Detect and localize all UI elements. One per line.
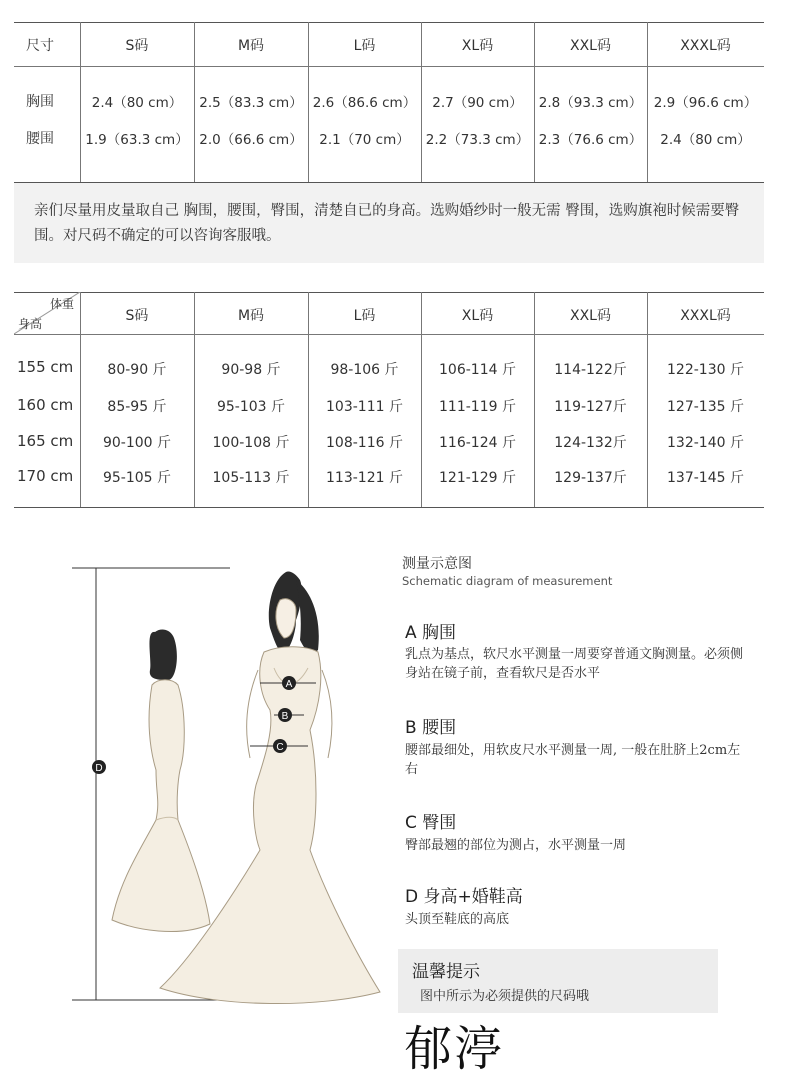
table2-size-xxxl: XXXL码 bbox=[680, 308, 731, 324]
table2-size-l: L码 bbox=[353, 308, 376, 324]
table-cell: 90-98 斤 bbox=[221, 362, 281, 378]
table-cell: 2.5（83.3 cm） bbox=[199, 95, 303, 111]
section-hip-body: 臀部最翘的部位为测占，水平测量一周 bbox=[405, 838, 627, 853]
table-cell: 95-103 斤 bbox=[216, 399, 286, 415]
table-cell: 113-121 斤 bbox=[326, 470, 403, 486]
section-hip-title: C 臀围 bbox=[405, 813, 457, 833]
tip-box bbox=[398, 949, 718, 1013]
table-row-label: 胸围 bbox=[26, 94, 54, 110]
table-row-label: 腰围 bbox=[26, 131, 54, 147]
table2-corner-height: 身高 bbox=[18, 317, 43, 331]
section-chest-title: A 胸围 bbox=[405, 623, 457, 643]
table-cell: 100-108 斤 bbox=[212, 435, 290, 451]
table-row-label: 170 cm bbox=[17, 467, 74, 485]
table2-header-divider bbox=[14, 334, 764, 335]
table2-corner-weight: 体重 bbox=[50, 297, 75, 311]
table1-size-xxl: XXL码 bbox=[570, 38, 611, 54]
table-cell: 98-106 斤 bbox=[330, 362, 399, 378]
svg-text:C: C bbox=[276, 742, 284, 753]
table2-size-xl: XL码 bbox=[461, 308, 494, 324]
table-cell: 108-116 斤 bbox=[326, 435, 403, 451]
marker-d-icon bbox=[92, 760, 106, 774]
table1-size-s: S码 bbox=[125, 38, 149, 54]
section-height-title: D 身高+婚鞋高 bbox=[405, 887, 523, 907]
table1-size-l: L码 bbox=[353, 38, 376, 54]
table-cell: 122-130 斤 bbox=[667, 362, 744, 378]
brand-name: 郁渟 bbox=[404, 1021, 505, 1077]
table-cell: 2.8（93.3 cm） bbox=[538, 95, 643, 111]
table-cell: 137-145 斤 bbox=[667, 470, 744, 486]
table2-size-m: M码 bbox=[237, 308, 265, 324]
section-waist-body: 腰部最细处，用软皮尺水平测量一周, 一般在肚脐上2cm左右 bbox=[405, 743, 741, 777]
table-row-label: 165 cm bbox=[17, 432, 74, 450]
table2-bottom-border bbox=[14, 507, 764, 508]
table-cell: 114-122斤 bbox=[554, 362, 627, 378]
table-cell: 2.0（66.6 cm） bbox=[199, 132, 303, 148]
table1-size-m: M码 bbox=[237, 38, 265, 54]
table2-size-s: S码 bbox=[125, 308, 149, 324]
table2-size-xxl: XXL码 bbox=[570, 308, 611, 324]
table-cell: 2.7（90 cm） bbox=[432, 95, 523, 111]
table-cell: 2.4（80 cm） bbox=[91, 95, 183, 111]
table-cell: 121-129 斤 bbox=[439, 470, 516, 486]
table-cell: 124-132斤 bbox=[554, 435, 627, 451]
back-view-dress-figure bbox=[112, 630, 210, 932]
section-waist-title: B 腰围 bbox=[405, 718, 457, 738]
table-cell: 2.9（96.6 cm） bbox=[653, 95, 758, 111]
table-cell: 85-95 斤 bbox=[107, 399, 167, 415]
marker-a-icon bbox=[282, 676, 296, 690]
table-row-label: 155 cm bbox=[17, 358, 74, 376]
table-cell: 2.1（70 cm） bbox=[319, 132, 410, 148]
table-cell: 105-113 斤 bbox=[212, 470, 290, 486]
table-cell: 111-119 斤 bbox=[439, 399, 516, 415]
tip-body: 图中所示为必须提供的尺码哦 bbox=[420, 989, 590, 1004]
svg-text:B: B bbox=[281, 711, 289, 722]
diagram-subtitle: Schematic diagram of measurement bbox=[402, 574, 613, 588]
table-cell: 103-111 斤 bbox=[326, 399, 403, 415]
dress-measurement-illustration bbox=[60, 520, 400, 1040]
marker-c-icon bbox=[273, 739, 287, 753]
table-cell: 2.3（76.6 cm） bbox=[538, 132, 643, 148]
table2-top-border bbox=[14, 292, 764, 293]
table-cell: 119-127斤 bbox=[554, 399, 627, 415]
table-cell: 106-114 斤 bbox=[439, 362, 516, 378]
table-row-label: 160 cm bbox=[17, 396, 74, 414]
tip-title: 温馨提示 bbox=[412, 962, 480, 982]
table-cell: 129-137斤 bbox=[554, 470, 627, 486]
table1-header-divider bbox=[14, 66, 764, 67]
table1-top-border bbox=[14, 22, 764, 23]
table-cell: 2.6（86.6 cm） bbox=[312, 95, 417, 111]
table1-header-label: 尺寸 bbox=[26, 38, 54, 54]
measurement-note bbox=[14, 183, 764, 263]
table-cell: 132-140 斤 bbox=[667, 435, 744, 451]
svg-text:D: D bbox=[95, 763, 103, 774]
table-cell: 90-100 斤 bbox=[102, 435, 172, 451]
section-chest-body: 乳点为基点，软尺水平测量一周要穿普通文胸测量。必须侧身站在镜子前，查看软尺是否水平 bbox=[405, 647, 744, 681]
front-view-dress-figure bbox=[160, 571, 380, 1003]
table-cell: 80-90 斤 bbox=[107, 362, 167, 378]
section-height-body: 头顶至鞋底的高底 bbox=[405, 912, 510, 927]
table1-size-xl: XL码 bbox=[461, 38, 494, 54]
table-cell: 116-124 斤 bbox=[439, 435, 516, 451]
diagram-title: 测量示意图 bbox=[402, 556, 472, 572]
marker-b-icon bbox=[278, 708, 292, 722]
table-cell: 95-105 斤 bbox=[102, 470, 172, 486]
table1-size-xxxl: XXXL码 bbox=[680, 38, 731, 54]
table-cell: 127-135 斤 bbox=[667, 399, 744, 415]
svg-text:A: A bbox=[285, 679, 293, 690]
table-cell: 2.4（80 cm） bbox=[660, 132, 751, 148]
measurement-note-text: 亲们尽量用皮量取自己 胸围，腰围，臀围，清楚自已的身高。选购婚纱时一般无需 臀围，选购旗袍时候需要臀围。对尺码不确定的可以咨询客服哦。 bbox=[34, 203, 740, 244]
table-cell: 2.2（73.3 cm） bbox=[425, 132, 530, 148]
table-cell: 1.9（63.3 cm） bbox=[85, 132, 189, 148]
